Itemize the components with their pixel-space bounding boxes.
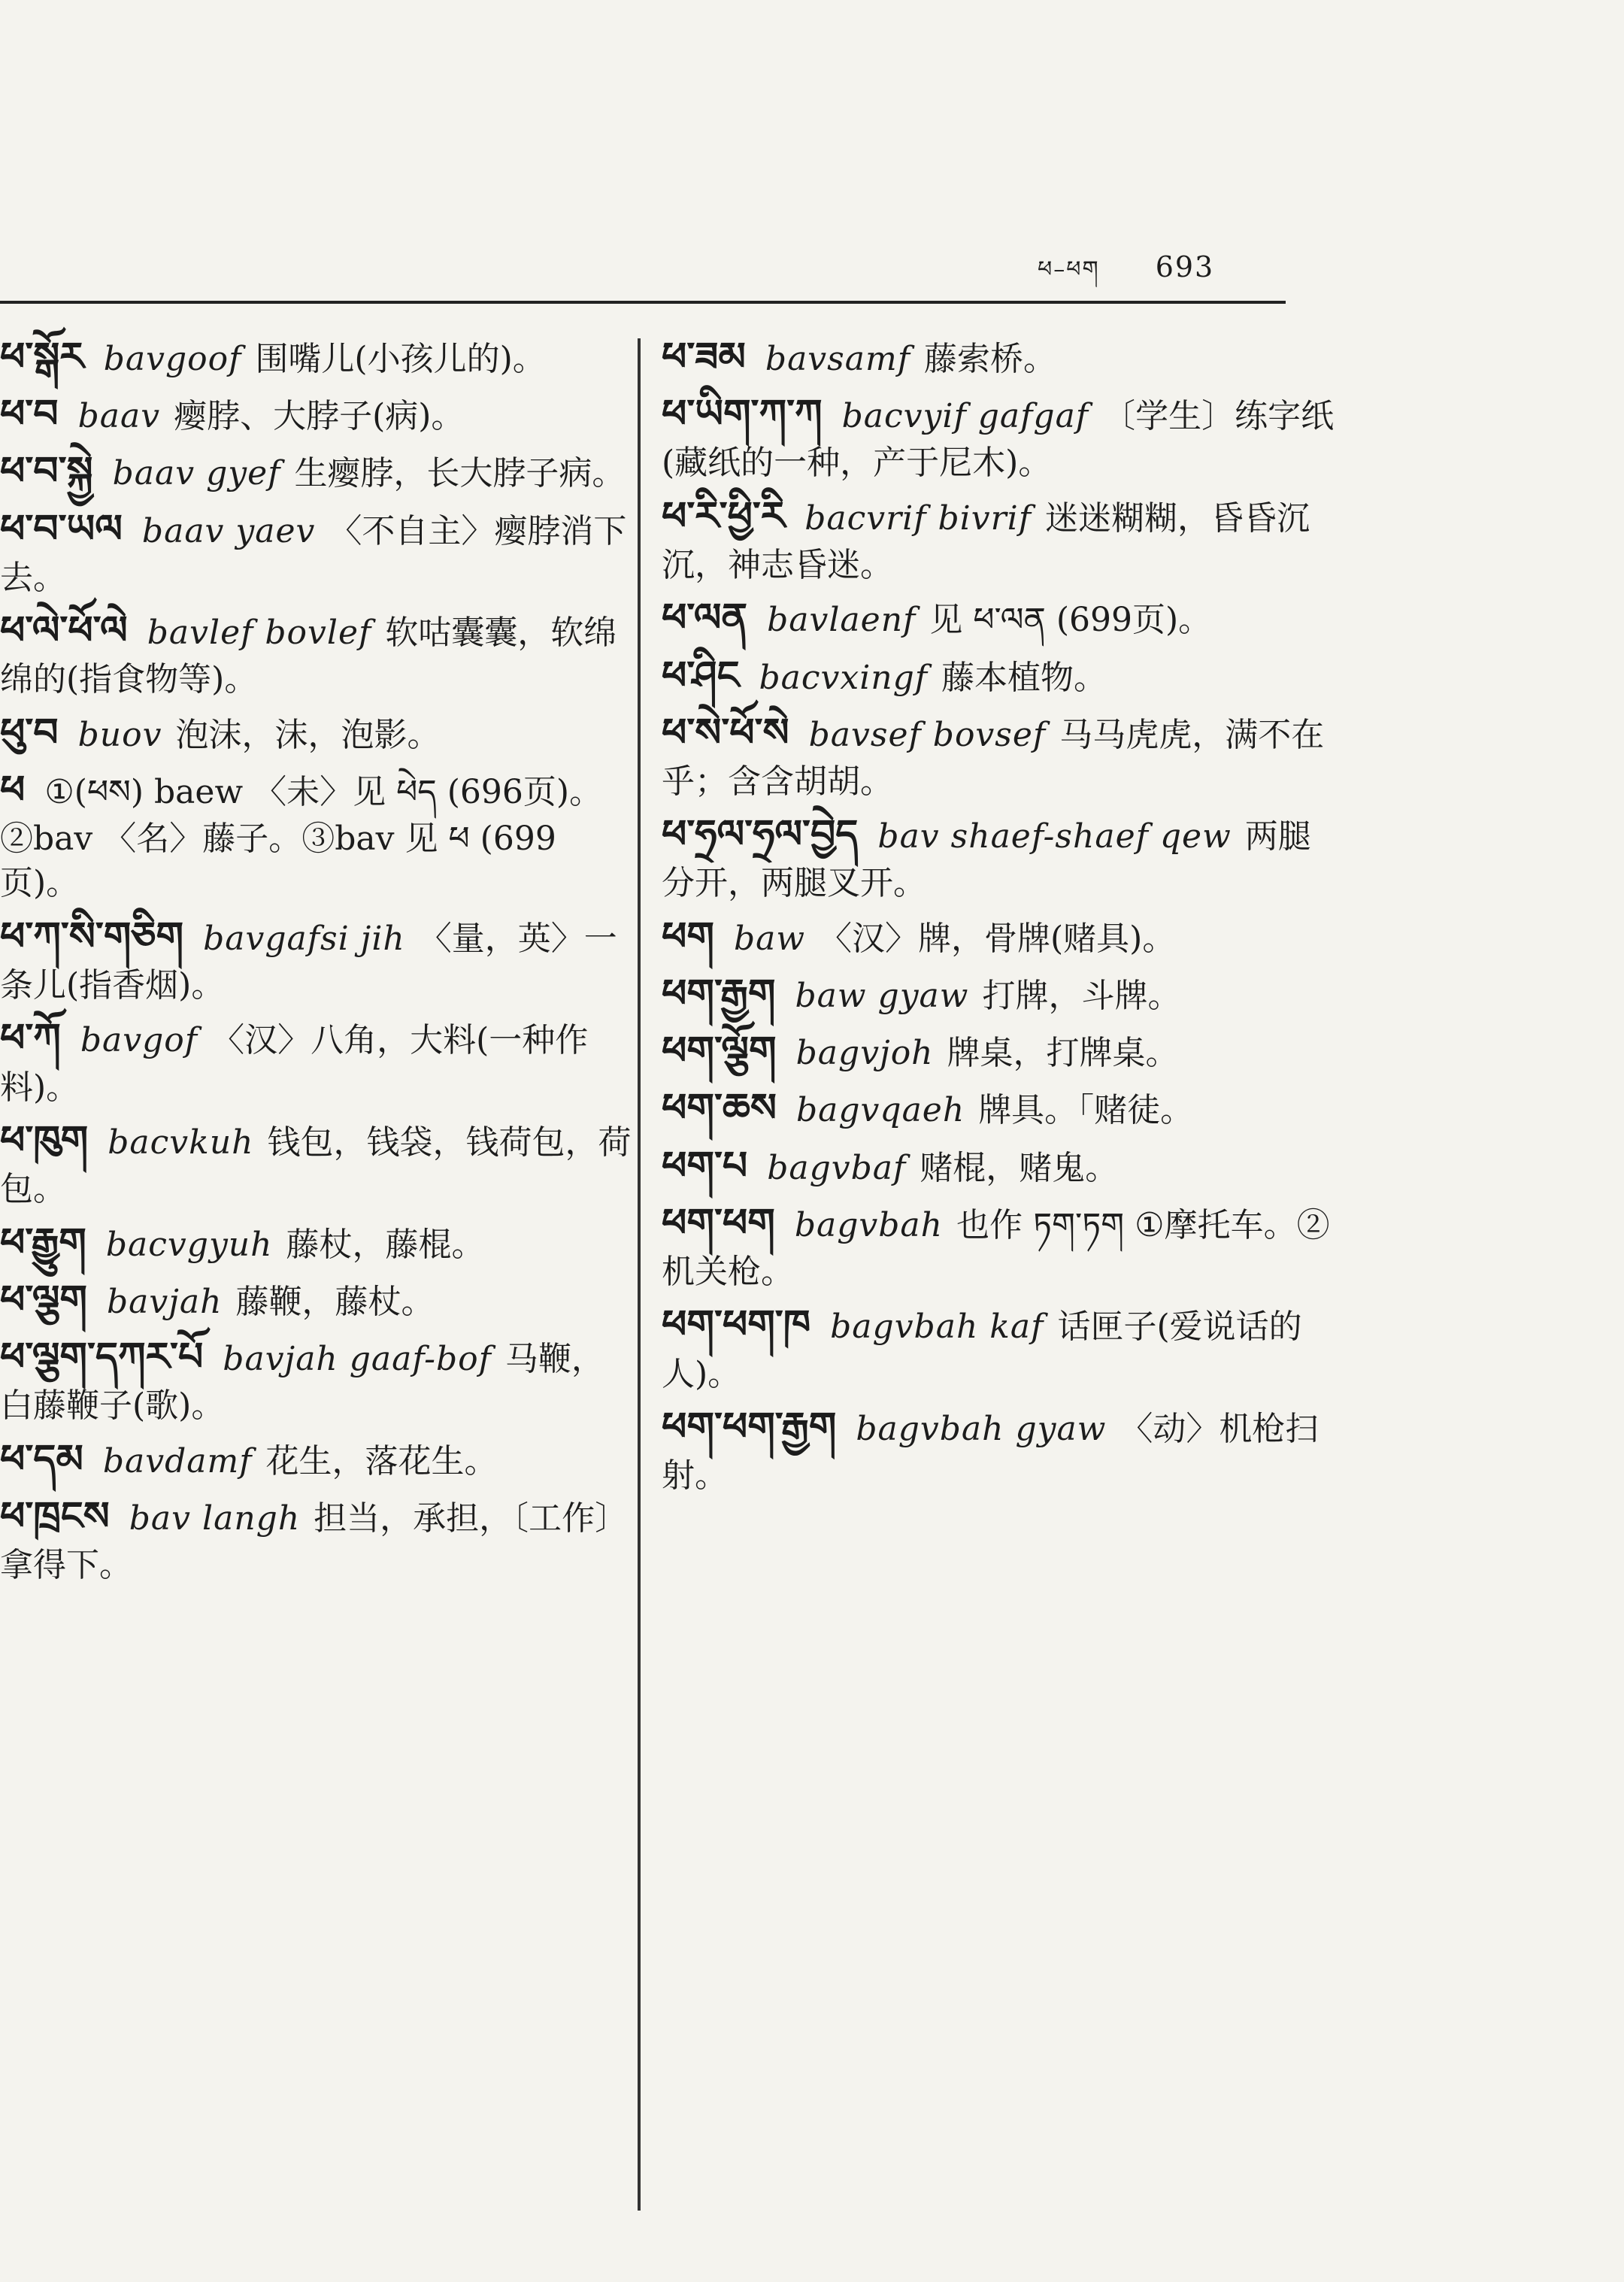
- entry-romanization: bavgafsi jih: [203, 919, 405, 958]
- dictionary-entry: [0, 1274, 632, 1326]
- dictionary-entry: [662, 331, 1338, 383]
- entry-romanization: bacvkuh: [108, 1123, 254, 1162]
- entry-definition: 赌棍，赌鬼。: [920, 1148, 1119, 1187]
- entry-headword: ཕ་སེ་ཕོ་སེ: [662, 710, 789, 756]
- entry-headword: ཕ་ཡིག་ཀ་ཀ: [662, 392, 823, 438]
- dictionary-entry: [662, 911, 1338, 963]
- dictionary-entry: [0, 503, 632, 601]
- entry-definition: 花生，落花生。: [265, 1441, 498, 1480]
- entry-headword: ཕག་ཕག: [662, 1200, 775, 1246]
- entry-definition: ①(ཕས) baew 〈未〉见 ཕེད (696页)。②bav 〈名〉藤子。③bav 见 ཕ (699页)。: [0, 772, 603, 903]
- entry-headword: ཕ: [0, 767, 26, 813]
- dictionary-entry: [662, 1197, 1338, 1295]
- entry-headword: ཕ་རྒྱུག: [0, 1220, 86, 1265]
- left-column: [0, 331, 632, 1592]
- entry-headword: ཕག་རྒྱག: [662, 971, 776, 1017]
- column-divider: [638, 338, 641, 2211]
- entry-headword: ཕག་ཆས: [662, 1086, 777, 1132]
- dictionary-entry: [0, 388, 632, 441]
- dictionary-entry: [0, 707, 632, 759]
- entry-headword: ཕ་ཧྲལ་ཧྲལ་བྱེད: [662, 812, 859, 858]
- dictionary-entry: [662, 1299, 1338, 1396]
- entry-definition: 〈量，英〉一条儿(指香烟)。: [0, 919, 617, 1005]
- entry-definition: 马马虎虎，满不在乎；含含胡胡。: [662, 715, 1325, 801]
- dictionary-entry: [662, 1082, 1338, 1135]
- entry-definition: 牌桌，打牌桌。: [947, 1034, 1179, 1073]
- dictionary-entry: [0, 445, 632, 498]
- entry-romanization: buov: [77, 715, 162, 754]
- entry-headword: ཕག་ལྕོག: [662, 1029, 777, 1074]
- entry-definition: 〈不自主〉瘿脖消下去。: [0, 511, 627, 597]
- entry-headword: ཕ་ཀོ: [0, 1016, 61, 1062]
- entry-romanization: bavgof: [80, 1021, 198, 1060]
- dictionary-entry: [0, 1114, 632, 1212]
- entry-romanization: bagvbah gyaw: [856, 1409, 1107, 1448]
- dictionary-entry: [0, 764, 632, 906]
- dictionary-entry: [0, 1331, 632, 1429]
- entry-headword: ཕ་བ་སྐྱེ: [0, 449, 93, 495]
- entry-romanization: bav shaef-shaef qew: [877, 817, 1232, 856]
- entry-headword: ཕ་ཀ་སི་གཅིག: [0, 914, 184, 959]
- entry-headword: ཕག་ཕག་རྒྱག: [662, 1404, 837, 1450]
- dictionary-entry: [662, 592, 1338, 644]
- entry-romanization: bavlef bovlef: [147, 614, 372, 653]
- dictionary-entry: [662, 808, 1338, 906]
- entry-headword: ཕ་ཤིང: [662, 653, 740, 699]
- entry-definition: 话匣子(爱说话的人)。: [662, 1308, 1302, 1393]
- dictionary-entry: [0, 911, 632, 1008]
- dictionary-entry: [0, 1217, 632, 1269]
- entry-romanization: bacvxingf: [759, 658, 929, 697]
- entry-romanization: bavjah: [107, 1282, 223, 1321]
- entry-romanization: bavdamf: [102, 1441, 253, 1480]
- page-header: [1038, 244, 1214, 308]
- dictionary-entry: [662, 1140, 1338, 1193]
- dictionary-entry: [662, 650, 1338, 702]
- entry-headword: ཕ་བ: [0, 392, 59, 438]
- entry-headword: ཕག་ཕག་ཁ: [662, 1302, 811, 1348]
- entry-definition: 生瘿脖，长大脖子病。: [294, 454, 626, 493]
- entry-romanization: bavgoof: [103, 340, 242, 378]
- entry-definition: 藤索桥。: [923, 340, 1056, 378]
- entry-romanization: baw: [733, 919, 806, 958]
- entry-headword: ཕ་ལྕག: [0, 1277, 88, 1323]
- entry-definition: 藤本植物。: [941, 658, 1107, 697]
- entry-headword: ཕག་པ: [662, 1143, 748, 1189]
- dictionary-entry: [0, 1012, 632, 1110]
- entry-romanization: baav gyef: [112, 454, 281, 493]
- entry-definition: 也作 ཏག་ཏག ①摩托车。②机关枪。: [662, 1205, 1330, 1291]
- entry-definition: 瘿脖、大脖子(病)。: [174, 397, 465, 436]
- entry-headword: ཕ་ལྕག་དཀར་པོ: [0, 1334, 204, 1380]
- entry-headword: ཕ་རི་ཕྱི་རི: [662, 493, 786, 539]
- entry-romanization: bagvbah: [794, 1205, 943, 1244]
- entry-romanization: baw gyaw: [795, 977, 969, 1016]
- dictionary-entry: [662, 388, 1338, 486]
- entry-headword: ཕ་དམ: [0, 1436, 83, 1482]
- entry-definition: 藤杖，藤棍。: [286, 1225, 485, 1264]
- entry-headword: ཕ་བ་ཡལ: [0, 506, 123, 552]
- page-number: 693: [1155, 250, 1215, 283]
- entry-headword: ཕ་ཟམ: [662, 335, 746, 380]
- dictionary-entry: [662, 1401, 1338, 1499]
- entry-headword: ཕུ་བ: [0, 710, 59, 756]
- dictionary-entry: [0, 331, 632, 383]
- entry-definition: 牌具。「赌徒。: [978, 1091, 1194, 1130]
- dictionary-entry: [662, 1025, 1338, 1077]
- right-column: [662, 331, 1338, 1503]
- dictionary-entry: [662, 968, 1338, 1020]
- entry-definition: 藤鞭，藤杖。: [235, 1282, 435, 1321]
- dictionary-entry: [0, 1490, 632, 1588]
- entry-romanization: baav: [77, 397, 161, 436]
- entry-romanization: bavjah gaaf-bof: [223, 1339, 492, 1378]
- entry-romanization: bagvqaeh: [795, 1091, 965, 1130]
- entry-definition: 两腿分开，两腿叉开。: [662, 817, 1311, 903]
- entry-definition: 〈汉〉牌，骨牌(赌具)。: [819, 919, 1176, 958]
- entry-romanization: bagvbaf: [767, 1148, 907, 1187]
- entry-romanization: baav yaev: [141, 511, 316, 550]
- entry-headword: ཕག: [662, 914, 714, 959]
- entry-headword: ཕ་ལེ་ཕོ་ལེ: [0, 608, 128, 654]
- entry-definition: 〈动〉机枪扫射。: [662, 1409, 1319, 1496]
- entry-definition: 迷迷糊糊，昏昏沉沉，神志昏迷。: [662, 499, 1310, 584]
- entry-definition: 围嘴儿(小孩儿的)。: [255, 340, 546, 378]
- entry-definition: 泡沫，沫，泡影。: [175, 715, 441, 754]
- entry-romanization: bacvyif gafgaf: [841, 397, 1089, 436]
- entry-romanization: bacvgyuh: [105, 1225, 273, 1264]
- entry-romanization: bavsamf: [765, 340, 910, 378]
- entry-definition: 〈汉〉八角，大料(一种作料)。: [0, 1021, 589, 1107]
- dictionary-entry: [662, 707, 1338, 805]
- entry-romanization: bav langh: [129, 1499, 301, 1538]
- entry-romanization: bavsef bovsef: [808, 715, 1047, 754]
- dictionary-entry: [0, 605, 632, 702]
- entry-headword: ཕ་ཁྲངས: [0, 1493, 110, 1539]
- entry-romanization: bagvbah kaf: [830, 1308, 1044, 1347]
- entry-definition: 〔学生〕练字纸(藏纸的一种，产于尼木)。: [662, 397, 1335, 483]
- entry-definition: 打牌，斗牌。: [982, 977, 1181, 1016]
- entry-definition: 钱包，钱袋，钱荷包，荷包。: [0, 1123, 632, 1209]
- running-head: ཕ–ཕག: [1038, 256, 1100, 283]
- entry-definition: 担当，承担，〔工作〕拿得下。: [0, 1499, 629, 1584]
- entry-headword: ཕ་ལན: [662, 596, 748, 641]
- entry-romanization: bacvrif bivrif: [804, 499, 1032, 538]
- dictionary-entry: [0, 1433, 632, 1486]
- entry-romanization: bagvjoh: [795, 1034, 934, 1073]
- entry-headword: ཕ་ཁུག: [0, 1118, 89, 1164]
- entry-romanization: bavlaenf: [767, 601, 917, 640]
- entry-definition: 软咕囊囊，软绵绵的(指食物等)。: [0, 614, 617, 699]
- entry-definition: 见 ཕ་ལན (699页)。: [929, 601, 1212, 640]
- entry-definition: 马鞭，白藤鞭子(歌)。: [0, 1339, 604, 1426]
- dictionary-entry: [662, 490, 1338, 588]
- entry-headword: ཕ་སྒོར: [0, 335, 84, 380]
- header-rule: [0, 301, 1286, 304]
